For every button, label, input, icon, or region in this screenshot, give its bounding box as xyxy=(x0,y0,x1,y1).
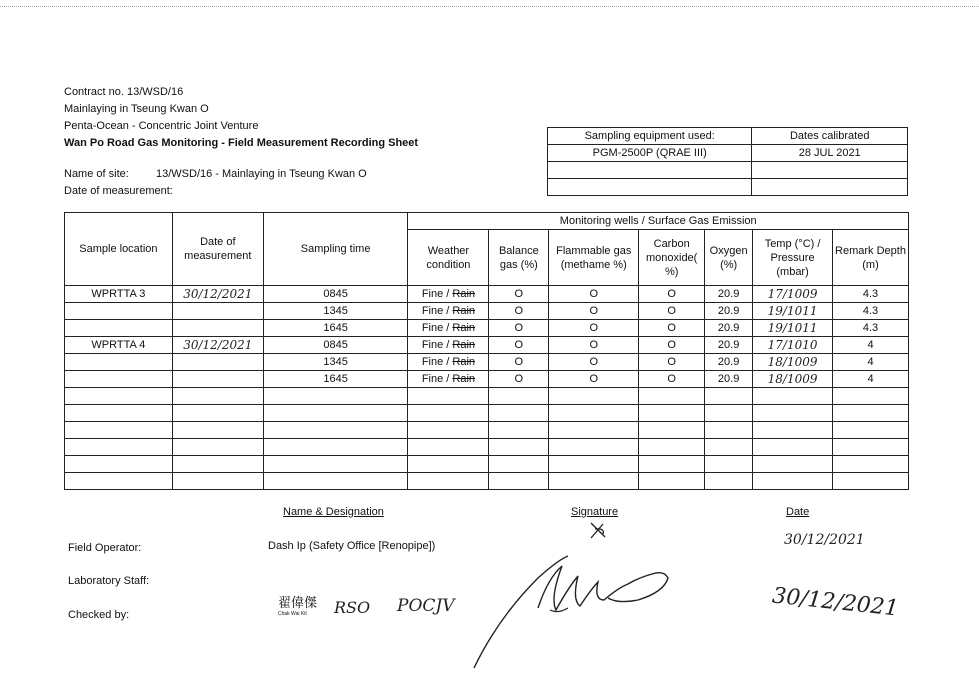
table-row xyxy=(65,320,909,337)
cell-oxygen: 20.9 xyxy=(705,320,753,337)
cell-flammable: O xyxy=(549,286,639,303)
cell-time: 1645 xyxy=(263,320,408,337)
cell-flammable: O xyxy=(549,320,639,337)
equipment-header: Sampling equipment used: xyxy=(548,128,752,145)
cell-co: O xyxy=(639,286,705,303)
cell-temp: 17/1010 xyxy=(753,337,833,354)
checked-date: 30/12/2021 xyxy=(771,583,900,622)
weather-rain-struck: Rain xyxy=(452,373,476,385)
empty-cell xyxy=(489,405,549,422)
empty-cell xyxy=(408,405,489,422)
empty-row xyxy=(65,422,909,439)
calibration-cell xyxy=(752,162,908,179)
cell-balance: O xyxy=(489,286,549,303)
empty-cell xyxy=(753,388,833,405)
table-row xyxy=(65,371,909,388)
table-row xyxy=(65,354,909,371)
empty-cell xyxy=(489,388,549,405)
checked-by-label: Checked by: xyxy=(68,609,130,621)
empty-cell xyxy=(489,439,549,456)
cell-date: 30/12/2021 xyxy=(172,286,263,303)
cell-co: O xyxy=(639,303,705,320)
cell-remark: 4.3 xyxy=(833,286,909,303)
empty-row xyxy=(65,456,909,473)
empty-cell xyxy=(549,405,639,422)
weather-fine: Fine / xyxy=(421,373,453,385)
header-temp: Temp (°C) / Pressure (mbar) xyxy=(753,230,833,286)
empty-cell xyxy=(753,473,833,490)
empty-cell xyxy=(263,422,408,439)
cell-flammable: O xyxy=(549,354,639,371)
cell-balance: O xyxy=(489,303,549,320)
cell-location xyxy=(65,320,173,337)
cell-location xyxy=(65,354,173,371)
empty-cell xyxy=(705,422,753,439)
contract-number: Contract no. 13/WSD/16 xyxy=(64,86,184,98)
empty-cell xyxy=(549,439,639,456)
header-time: Sampling time xyxy=(263,213,408,286)
cell-weather xyxy=(408,371,489,388)
empty-cell xyxy=(753,439,833,456)
empty-cell xyxy=(408,439,489,456)
cell-temp: 19/1011 xyxy=(753,303,833,320)
empty-cell xyxy=(753,422,833,439)
field-operator-signature xyxy=(585,520,611,542)
cell-date xyxy=(172,320,263,337)
cell-time: 0845 xyxy=(263,286,408,303)
checker-signature xyxy=(468,548,678,672)
cell-location: WPRTTA 3 xyxy=(65,286,173,303)
table-row xyxy=(65,337,909,354)
cell-co: O xyxy=(639,337,705,354)
header-balance: Balance gas (%) xyxy=(489,230,549,286)
empty-cell xyxy=(263,473,408,490)
equipment-cell: PGM-2500P (QRAE III) xyxy=(548,145,752,162)
cell-location xyxy=(65,371,173,388)
cell-flammable: O xyxy=(549,303,639,320)
cell-remark: 4 xyxy=(833,337,909,354)
weather-rain-struck: Rain xyxy=(452,288,476,300)
empty-cell xyxy=(263,388,408,405)
cell-balance: O xyxy=(489,371,549,388)
calibration-cell xyxy=(752,179,908,196)
cell-oxygen: 20.9 xyxy=(705,371,753,388)
contractor-name: Penta-Ocean - Concentric Joint Venture xyxy=(64,120,259,132)
cell-co: O xyxy=(639,371,705,388)
header-date: Date of measurement xyxy=(172,213,263,286)
checker-company: POCJV xyxy=(397,596,455,616)
weather-fine: Fine / xyxy=(421,305,453,317)
empty-cell xyxy=(489,456,549,473)
empty-cell xyxy=(639,439,705,456)
equipment-table xyxy=(547,127,908,196)
empty-cell xyxy=(172,405,263,422)
cell-date xyxy=(172,371,263,388)
site-name-label: Name of site: xyxy=(64,168,129,180)
cell-balance: O xyxy=(489,320,549,337)
empty-cell xyxy=(489,473,549,490)
header-co: Carbon monoxide( %) xyxy=(639,230,705,286)
header-weather: Weather condition xyxy=(408,230,489,286)
empty-row xyxy=(65,388,909,405)
scan-border xyxy=(0,6,979,7)
empty-cell xyxy=(263,456,408,473)
document-header xyxy=(64,84,418,152)
measurement-date-label: Date of measurement: xyxy=(64,185,173,197)
cell-balance: O xyxy=(489,354,549,371)
cell-remark: 4 xyxy=(833,354,909,371)
cell-time: 0845 xyxy=(263,337,408,354)
empty-cell xyxy=(549,473,639,490)
header-oxygen: Oxygen (%) xyxy=(705,230,753,286)
empty-cell xyxy=(65,388,173,405)
empty-cell xyxy=(408,422,489,439)
weather-fine: Fine / xyxy=(421,288,453,300)
project-name: Mainlaying in Tseung Kwan O xyxy=(64,103,209,115)
cell-remark: 4.3 xyxy=(833,303,909,320)
site-info xyxy=(64,166,367,200)
signature-header: Signature xyxy=(571,506,619,518)
field-operator-date: 30/12/2021 xyxy=(784,532,865,548)
empty-cell xyxy=(172,456,263,473)
empty-cell xyxy=(705,405,753,422)
field-operator-label: Field Operator: xyxy=(68,542,142,554)
empty-cell xyxy=(172,439,263,456)
empty-cell xyxy=(172,422,263,439)
empty-cell xyxy=(833,456,909,473)
weather-fine: Fine / xyxy=(421,322,453,334)
empty-cell xyxy=(263,405,408,422)
empty-row xyxy=(65,405,909,422)
equipment-cell xyxy=(548,162,752,179)
weather-rain-struck: Rain xyxy=(452,322,476,334)
cell-temp: 17/1009 xyxy=(753,286,833,303)
cell-weather xyxy=(408,320,489,337)
empty-cell xyxy=(833,439,909,456)
cell-temp: 18/1009 xyxy=(753,371,833,388)
cell-weather xyxy=(408,303,489,320)
cell-temp: 19/1011 xyxy=(753,320,833,337)
header-location: Sample location xyxy=(65,213,173,286)
empty-cell xyxy=(705,388,753,405)
cell-flammable: O xyxy=(549,337,639,354)
empty-cell xyxy=(833,388,909,405)
empty-cell xyxy=(408,456,489,473)
empty-row xyxy=(65,439,909,456)
weather-fine: Fine / xyxy=(421,339,453,351)
empty-cell xyxy=(833,473,909,490)
lab-staff-label: Laboratory Staff: xyxy=(68,575,150,587)
table-row xyxy=(65,303,909,320)
cell-location xyxy=(65,303,173,320)
table-row xyxy=(65,286,909,303)
cell-weather xyxy=(408,354,489,371)
empty-cell xyxy=(408,473,489,490)
empty-cell xyxy=(639,473,705,490)
empty-cell xyxy=(65,473,173,490)
empty-cell xyxy=(172,388,263,405)
empty-cell xyxy=(408,388,489,405)
empty-cell xyxy=(833,405,909,422)
date-header: Date xyxy=(786,506,810,518)
checker-chinese-name: 翟偉傑 xyxy=(278,595,318,610)
cell-oxygen: 20.9 xyxy=(705,303,753,320)
cell-weather xyxy=(408,286,489,303)
site-name-value: 13/WSD/16 - Mainlaying in Tseung Kwan O xyxy=(156,168,367,180)
cell-location: WPRTTA 4 xyxy=(65,337,173,354)
cell-temp: 18/1009 xyxy=(753,354,833,371)
empty-cell xyxy=(65,405,173,422)
measurement-table xyxy=(64,212,909,490)
weather-rain-struck: Rain xyxy=(452,339,476,351)
checker-roman-name: Chak Wai Kit xyxy=(278,611,307,617)
cell-remark: 4 xyxy=(833,371,909,388)
empty-cell xyxy=(705,473,753,490)
empty-cell xyxy=(639,456,705,473)
empty-cell xyxy=(65,456,173,473)
empty-cell xyxy=(639,422,705,439)
weather-rain-struck: Rain xyxy=(452,356,476,368)
weather-fine: Fine / xyxy=(421,356,453,368)
empty-cell xyxy=(639,405,705,422)
cell-oxygen: 20.9 xyxy=(705,286,753,303)
table-body xyxy=(65,286,909,490)
name-designation-header: Name & Designation xyxy=(283,506,384,518)
empty-cell xyxy=(639,388,705,405)
cell-date xyxy=(172,303,263,320)
empty-cell xyxy=(549,422,639,439)
empty-cell xyxy=(753,405,833,422)
calibration-header: Dates calibrated xyxy=(752,128,908,145)
empty-cell xyxy=(705,439,753,456)
empty-cell xyxy=(263,439,408,456)
cell-remark: 4.3 xyxy=(833,320,909,337)
empty-row xyxy=(65,473,909,490)
cell-balance: O xyxy=(489,337,549,354)
cell-oxygen: 20.9 xyxy=(705,337,753,354)
cell-date xyxy=(172,354,263,371)
empty-cell xyxy=(65,422,173,439)
calibration-cell: 28 JUL 2021 xyxy=(752,145,908,162)
checker-designation: RSO xyxy=(334,598,371,617)
equipment-cell xyxy=(548,179,752,196)
empty-cell xyxy=(489,422,549,439)
empty-cell xyxy=(833,422,909,439)
header-remark: Remark Depth (m) xyxy=(833,230,909,286)
sheet-title: Wan Po Road Gas Monitoring - Field Measurement Recording Sheet xyxy=(64,137,419,149)
cell-oxygen: 20.9 xyxy=(705,354,753,371)
empty-cell xyxy=(549,456,639,473)
cell-weather xyxy=(408,337,489,354)
cell-time: 1645 xyxy=(263,371,408,388)
field-operator-name: Dash Ip (Safety Office [Renopipe]) xyxy=(268,540,436,552)
cell-date: 30/12/2021 xyxy=(172,337,263,354)
cell-co: O xyxy=(639,354,705,371)
cell-time: 1345 xyxy=(263,354,408,371)
header-flammable: Flammable gas (methame %) xyxy=(549,230,639,286)
empty-cell xyxy=(549,388,639,405)
empty-cell xyxy=(172,473,263,490)
cell-co: O xyxy=(639,320,705,337)
header-group: Monitoring wells / Surface Gas Emission xyxy=(408,213,909,230)
empty-cell xyxy=(65,439,173,456)
empty-cell xyxy=(705,456,753,473)
cell-flammable: O xyxy=(549,371,639,388)
weather-rain-struck: Rain xyxy=(452,305,476,317)
empty-cell xyxy=(753,456,833,473)
cell-time: 1345 xyxy=(263,303,408,320)
